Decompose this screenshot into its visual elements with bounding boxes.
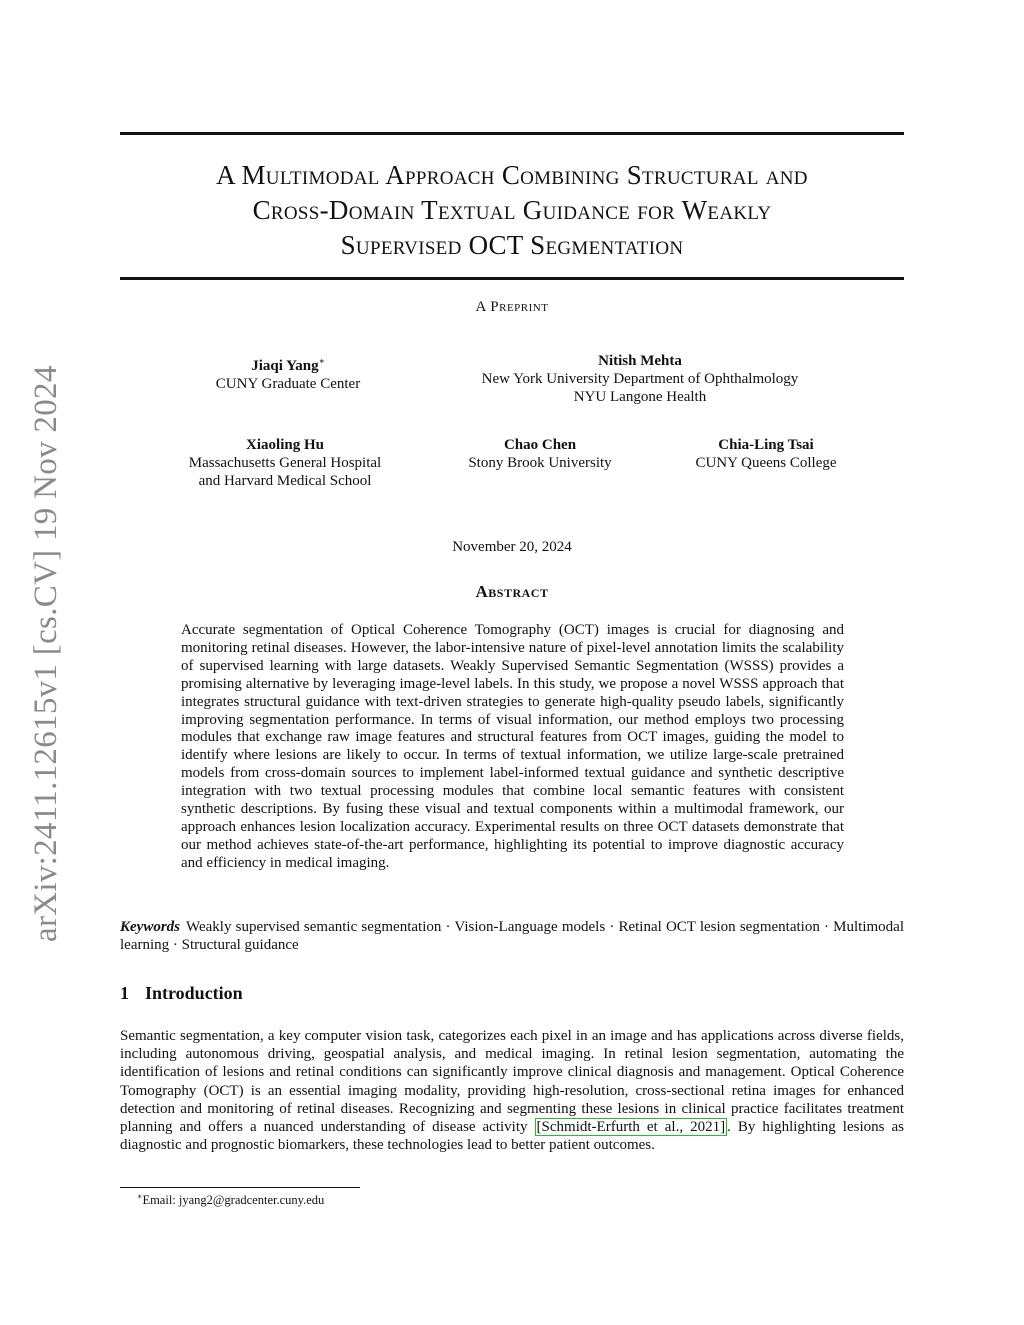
author-name: Jiaqi Yang∗ [251,356,325,374]
abstract-heading: Abstract [475,582,549,601]
author-name: Chao Chen [503,437,577,453]
section-heading [120,983,243,1004]
author-block [440,352,840,406]
keywords-list: Weakly supervised semantic segmentation · Vision-Language models · Retinal OCT lesion segmentation · Multimodal learning · Structural guidance [120,919,904,953]
keywords-label: Keywords [120,919,180,935]
title-line-2: Cross-Domain Textual Guidance for Weakly [252,195,772,225]
author-affiliation: CUNY Graduate Center [215,376,361,392]
intro-text-end: . By highlighting lesions as diagnostic and prognostic biomarkers, these technologies lead to better patient outcomes. [120,1119,904,1154]
footnote [137,1192,324,1208]
author-name: Chia-Ling Tsai [718,437,814,453]
author-affiliation: NYU Langone Health [573,389,707,405]
abstract-text: Accurate segmentation of Optical Coherence Tomography (OCT) images is crucial for diagnosing and monitoring retinal diseases. However, the labor-intensive nature of pixel-level annotation limits the scalability of supervised learning with large datasets. Weakly Supervised Semantic Segmentation (WSSS) provides a promising alternative by leveraging image-level labels. In this study, we propose a novel WSSS approach that integrates structural guidance with text-driven strategies to generate high-quality pseudo labels, significantly improving segmentation performance. In terms of visual information, our method employs two processing modules that exchange raw image features and structural features from OCT images, guiding the model to identify where lesions are likely to occur. In terms of textual information, we utilize large-scale pretrained models from cross-domain sources to implement label-informed textual guidance and synthetic descriptive integration with two textual processing modules that combine local semantic features with consistent synthetic descriptions. By fusing these visual and textual components within a multimodal framework, our approach enhances lesion localization accuracy. Experimental results on three OCT datasets demonstrate that our method achieves state-of-the-art performance, highlighting its potential to improve diagnostic accuracy and efficiency in medical imaging. [181,622,844,871]
author-block [440,436,640,472]
title-rule-bottom [120,277,904,280]
intro-text: Semantic segmentation, a key computer vision task, categorizes each pixel in an image and has applications across diverse fields, including autonomous driving, geospatial analysis, and medical imaging. In retinal lesion segmentation, automating the identification of lesions and retinal conditions can significantly improve clinical diagnosis and management. Optical Coherence Tomography (OCT) is an essential imaging modality, providing high-resolution, cross-sectional retina images for enhanced detection and monitoring of retinal diseases. Recognizing and segmenting these lesions in clinical practice facilitates treatment planning and offers a nuanced understanding of disease activity [120,1028,904,1136]
footnote-text: Email: jyang2@gradcenter.cuny.edu [142,1193,325,1208]
footnote-mark: ∗ [137,1192,143,1201]
paper-title [120,158,904,263]
publication-date: November 20, 2024 [452,539,572,555]
author-name: Xiaoling Hu [246,437,324,453]
introduction-paragraph [120,1027,904,1154]
author-affiliation: Stony Brook University [468,455,612,471]
section-title: Introduction [145,983,243,1003]
title-line-3: Supervised OCT Segmentation [340,230,684,260]
author-name: Nitish Mehta [598,353,682,369]
author-affiliation: New York University Department of Ophthalmology [481,371,799,387]
arxiv-side-label: arXiv:2411.12615v1 [cs.CV] 19 Nov 2024 [28,365,64,942]
author-block [188,352,388,393]
preprint-label: A Preprint [475,299,549,315]
citation-link[interactable]: [Schmidt-Erfurth et al., 2021] [536,1119,726,1136]
author-affiliation: and Harvard Medical School [198,473,372,489]
author-block [165,436,405,490]
title-rule-top [120,132,904,135]
author-block [666,436,866,472]
title-line-1: A Multimodal Approach Combining Structural and [216,160,808,190]
section-number: 1 [120,983,129,1003]
footnote-mark: ∗ [318,356,325,366]
author-affiliation: CUNY Queens College [695,455,837,471]
keywords [120,918,904,954]
footnote-rule [120,1187,360,1188]
author-affiliation: Massachusetts General Hospital [188,455,382,471]
